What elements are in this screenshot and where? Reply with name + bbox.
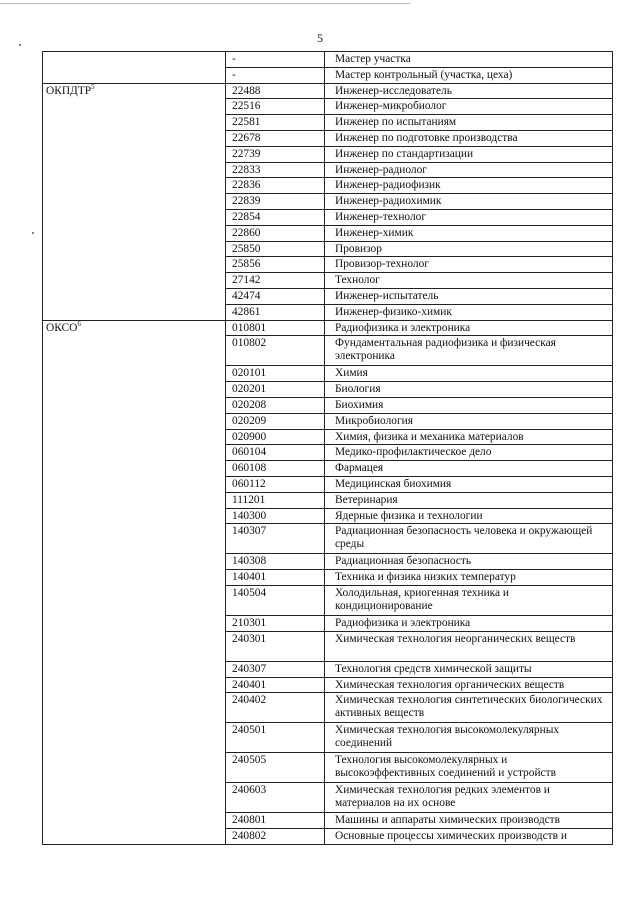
classifier-cell: [43, 52, 226, 68]
classifier-cell: [43, 585, 226, 615]
name-cell: Химическая технология органических веществ: [325, 677, 613, 693]
code-cell: -: [226, 52, 325, 68]
name-cell: Инженер по испытаниям: [325, 115, 613, 131]
classifier-cell: [43, 209, 226, 225]
classifier-cell: [43, 492, 226, 508]
table-row: [43, 83, 613, 99]
name-cell: Провизор-технолог: [325, 257, 613, 273]
classifier-cell: [43, 366, 226, 382]
table-row: [43, 492, 613, 508]
name-cell: Инженер по подготовке производства: [325, 130, 613, 146]
classifier-cell: [43, 67, 226, 83]
code-cell: 22833: [226, 162, 325, 178]
table-row: [43, 130, 613, 146]
name-cell: Фундаментальная радиофизика и физическая электроника: [325, 336, 613, 366]
code-cell: 020101: [226, 366, 325, 382]
table-row: [43, 753, 613, 783]
scan-edge-line: [0, 3, 410, 4]
table-row: [43, 194, 613, 210]
table-row: [43, 570, 613, 586]
scan-speck: [32, 232, 34, 234]
name-cell: Инженер-исследователь: [325, 83, 613, 99]
classifier-cell: [43, 461, 226, 477]
classifier-cell: [43, 288, 226, 304]
name-cell: Биохимия: [325, 397, 613, 413]
name-cell: Химическая технология высокомолекулярных соединений: [325, 723, 613, 753]
code-cell: 140308: [226, 554, 325, 570]
name-cell: Инженер-физико-химик: [325, 304, 613, 320]
code-cell: 240801: [226, 813, 325, 829]
classifier-cell: [43, 723, 226, 753]
classifier-cell: [43, 130, 226, 146]
classifier-cell: [43, 615, 226, 631]
name-cell: Ветеринария: [325, 492, 613, 508]
table-row: [43, 813, 613, 829]
name-cell: Химия: [325, 366, 613, 382]
classifier-cell: [43, 693, 226, 723]
table-row: [43, 677, 613, 693]
table-row: [43, 476, 613, 492]
name-cell: Химия, физика и механика материалов: [325, 429, 613, 445]
classifier-cell: [43, 99, 226, 115]
classifier-cell: [43, 273, 226, 289]
table-row: [43, 209, 613, 225]
classifier-cell: [43, 83, 226, 99]
name-cell: Фармацея: [325, 461, 613, 477]
code-cell: 22739: [226, 146, 325, 162]
code-cell: 22839: [226, 194, 325, 210]
classifier-cell: [43, 257, 226, 273]
classifier-cell: [43, 783, 226, 813]
classifier-cell: [43, 753, 226, 783]
code-cell: 240501: [226, 723, 325, 753]
name-cell: Технология высокомолекулярных и высокоэффективных соединений и устройств: [325, 753, 613, 783]
classification-table-body: [43, 52, 613, 845]
classifier-cell: [43, 146, 226, 162]
name-cell: Инженер-микробиолог: [325, 99, 613, 115]
table-row: [43, 429, 613, 445]
table-row: [43, 829, 613, 845]
table-row: [43, 508, 613, 524]
table-row: [43, 723, 613, 753]
classifier-cell: [43, 115, 226, 131]
code-cell: 020900: [226, 429, 325, 445]
name-cell: Медико-профилактическое дело: [325, 445, 613, 461]
code-cell: 020208: [226, 397, 325, 413]
name-cell: Мастер участка: [325, 52, 613, 68]
classifier-cell: [43, 476, 226, 492]
name-cell: Биология: [325, 382, 613, 398]
classifier-cell: [43, 524, 226, 554]
name-cell: Радиофизика и электроника: [325, 320, 613, 336]
footnote-ref: 5: [91, 82, 95, 91]
classifier-cell: [43, 162, 226, 178]
name-cell: Провизор: [325, 241, 613, 257]
page-number: 5: [317, 31, 323, 45]
code-cell: 010801: [226, 320, 325, 336]
name-cell: Инженер-испытатель: [325, 288, 613, 304]
table-row: [43, 783, 613, 813]
name-cell: Основные процессы химических производств и: [325, 829, 613, 845]
code-cell: 22854: [226, 209, 325, 225]
name-cell: Радиационная безопасность человека и окружающей среды: [325, 524, 613, 554]
table-row: [43, 524, 613, 554]
table-row: [43, 366, 613, 382]
table-row: [43, 413, 613, 429]
name-cell: Радиофизика и электроника: [325, 615, 613, 631]
classifier-cell: [43, 225, 226, 241]
code-cell: 020209: [226, 413, 325, 429]
table-row: [43, 661, 613, 677]
name-cell: Химическая технология неорганических веществ: [325, 631, 613, 661]
classifier-cell: [43, 194, 226, 210]
code-cell: 111201: [226, 492, 325, 508]
code-cell: 060108: [226, 461, 325, 477]
table-row: [43, 52, 613, 68]
code-cell: 240307: [226, 661, 325, 677]
classifier-cell: [43, 241, 226, 257]
classifier-cell: [43, 554, 226, 570]
classifier-cell: [43, 320, 226, 336]
code-cell: 42861: [226, 304, 325, 320]
table-row: [43, 693, 613, 723]
code-cell: 27142: [226, 273, 325, 289]
code-cell: 240401: [226, 677, 325, 693]
classifier-cell: [43, 445, 226, 461]
code-cell: 210301: [226, 615, 325, 631]
table-row: [43, 257, 613, 273]
name-cell: Микробиология: [325, 413, 613, 429]
table-row: [43, 288, 613, 304]
classifier-cell: [43, 570, 226, 586]
table-row: [43, 585, 613, 615]
code-cell: 22516: [226, 99, 325, 115]
table-row: [43, 461, 613, 477]
code-cell: 25856: [226, 257, 325, 273]
classifier-label: ОКСО: [46, 321, 78, 334]
table-row: [43, 336, 613, 366]
name-cell: Холодильная, криогенная техника и кондиционирование: [325, 585, 613, 615]
classifier-cell: [43, 178, 226, 194]
classifier-cell: [43, 397, 226, 413]
name-cell: Инженер по стандартизации: [325, 146, 613, 162]
code-cell: 22860: [226, 225, 325, 241]
classifier-label: ОКПДТР: [46, 84, 92, 97]
code-cell: 22678: [226, 130, 325, 146]
footnote-ref: 6: [77, 319, 81, 328]
classifier-cell: [43, 336, 226, 366]
classifier-cell: [43, 661, 226, 677]
classifier-cell: [43, 508, 226, 524]
table-row: [43, 67, 613, 83]
code-cell: -: [226, 67, 325, 83]
table-row: [43, 99, 613, 115]
name-cell: Технология средств химической защиты: [325, 661, 613, 677]
name-cell: Радиационная безопасность: [325, 554, 613, 570]
classifier-cell: [43, 829, 226, 845]
code-cell: 240603: [226, 783, 325, 813]
table-row: [43, 397, 613, 413]
table-row: [43, 178, 613, 194]
name-cell: Химическая технология синтетических биологических активных веществ: [325, 693, 613, 723]
table-row: [43, 304, 613, 320]
code-cell: 22836: [226, 178, 325, 194]
code-cell: 010802: [226, 336, 325, 366]
classification-table: [42, 51, 613, 845]
code-cell: 22488: [226, 83, 325, 99]
name-cell: Мастер контрольный (участка, цеха): [325, 67, 613, 83]
code-cell: 140300: [226, 508, 325, 524]
table-row: [43, 615, 613, 631]
classifier-cell: [43, 382, 226, 398]
code-cell: 25850: [226, 241, 325, 257]
table-row: [43, 445, 613, 461]
name-cell: Инженер-радиолог: [325, 162, 613, 178]
table-row: [43, 225, 613, 241]
name-cell: Инженер-химик: [325, 225, 613, 241]
name-cell: Медицинская биохимия: [325, 476, 613, 492]
code-cell: 140307: [226, 524, 325, 554]
code-cell: 22581: [226, 115, 325, 131]
table-row: [43, 241, 613, 257]
table-row: [43, 273, 613, 289]
code-cell: 240402: [226, 693, 325, 723]
table-row: [43, 320, 613, 336]
code-cell: 240802: [226, 829, 325, 845]
classifier-cell: [43, 429, 226, 445]
code-cell: 42474: [226, 288, 325, 304]
code-cell: 060112: [226, 476, 325, 492]
classifier-cell: [43, 413, 226, 429]
table-row: [43, 631, 613, 661]
code-cell: 060104: [226, 445, 325, 461]
table-row: [43, 115, 613, 131]
name-cell: Инженер-радиохимик: [325, 194, 613, 210]
name-cell: Машины и аппараты химических производств: [325, 813, 613, 829]
code-cell: 240505: [226, 753, 325, 783]
name-cell: Инженер-технолог: [325, 209, 613, 225]
name-cell: Ядерные физика и технологии: [325, 508, 613, 524]
code-cell: 240301: [226, 631, 325, 661]
table-row: [43, 162, 613, 178]
name-cell: Инженер-радиофизик: [325, 178, 613, 194]
name-cell: Химическая технология редких элементов и материалов на их основе: [325, 783, 613, 813]
classifier-cell: [43, 677, 226, 693]
name-cell: Технолог: [325, 273, 613, 289]
classifier-cell: [43, 813, 226, 829]
code-cell: 140401: [226, 570, 325, 586]
code-cell: 140504: [226, 585, 325, 615]
name-cell: Техника и физика низких температур: [325, 570, 613, 586]
code-cell: 020201: [226, 382, 325, 398]
table-row: [43, 382, 613, 398]
classifier-cell: [43, 304, 226, 320]
table-row: [43, 146, 613, 162]
classifier-cell: [43, 631, 226, 661]
table-row: [43, 554, 613, 570]
